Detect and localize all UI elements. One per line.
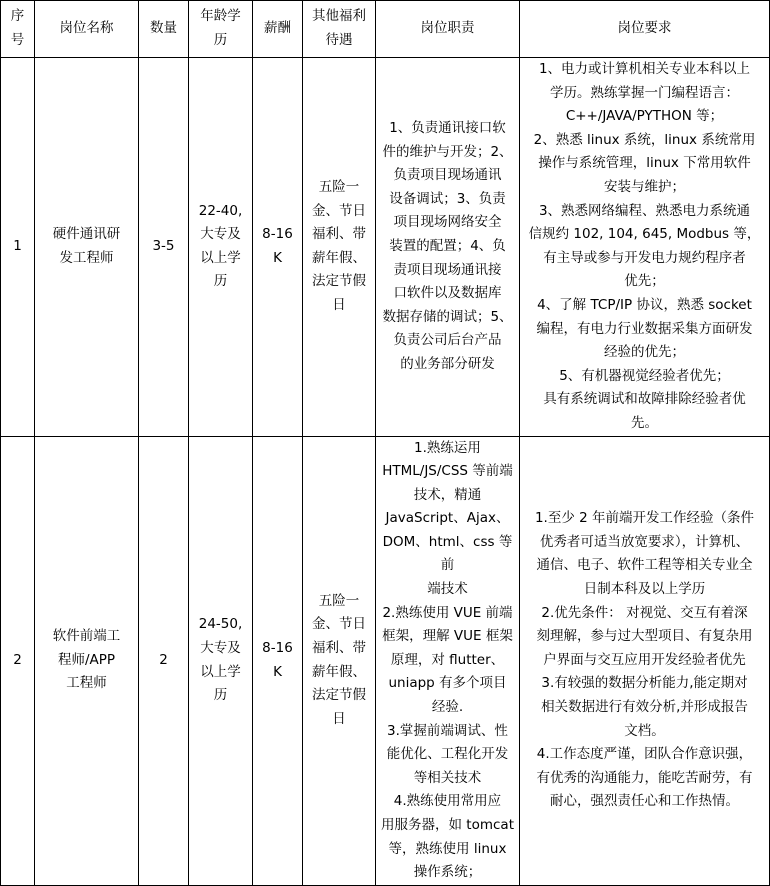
row-title: 软件前端工 程师/APP 工程师	[35, 436, 139, 885]
header-benefits: 其他福利 待遇	[303, 1, 376, 58]
row-reqs: 1.至少 2 年前端开发工作经验（条件 优秀者可适当放宽要求），计算机、 通信、电子、软件工程等相关专业全 日制本科及以上学历 2.优先条件： 对视觉、交互有着深 刻理解，参与过大型项目、有复杂用 户界面与交互应用开发经验者优先 3.有较强的数据分析能力,能定期对 相关数据进行有效分析,并形成报告 文档。 4.工作态度严谨，团队合作意识强， 有优秀的沟通能力，能吃苦耐劳，有 耐心，强烈责任心和工作热情。	[520, 436, 770, 885]
row-duties: 1.熟练运用 HTML/JS/CSS 等前端 技术，精通 JavaScript、Ajax、 DOM、html、css 等前 端技术 2.熟练使用 VUE 前端 框架，理解 VUE 框架 原理，对 flutter、 uniapp 有多个项目 经验. 3.掌握前端调试、性 能优化、工程化开发 等相关技术 4.熟练使用常用应 用服务器，如 tomcat 等，熟练使用 linux 操作系统；	[376, 436, 520, 885]
row-benefits: 五险一 金、节日 福利、带 薪年假、 法定节假 日	[303, 436, 376, 885]
row-age-edu: 22-40, 大专及 以上学 历	[189, 58, 253, 437]
header-title: 岗位名称	[35, 1, 139, 58]
header-salary: 薪酬	[253, 1, 303, 58]
table-row	[1, 58, 770, 437]
row-count: 3-5	[139, 58, 189, 437]
row-title: 硬件通讯研 发工程师	[35, 58, 139, 437]
table-row	[1, 436, 770, 885]
row-count: 2	[139, 436, 189, 885]
row-duties: 1、负责通讯接口软 件的维护与开发；2、 负责项目现场通讯 设备调试；3、负责 项目现场网络安全 装置的配置；4、负 责项目现场通讯接 口软件以及数据库 数据存储的调试；5、 负责公司后台产品 的业务部分研发	[376, 58, 520, 437]
header-count: 数量	[139, 1, 189, 58]
header-duties: 岗位职责	[376, 1, 520, 58]
row-reqs: 1、电力或计算机相关专业本科以上 学历。熟练掌握一门编程语言： C++/JAVA/PYTHON 等； 2、熟悉 linux 系统，linux 系统常用 操作与系统管理，linux 下常用软件 安装与维护； 3、熟悉网络编程、熟悉电力系统通 信规约 102, 104, 645, Modbus 等， 有主导或参与开发电力规约程序者 优先； 4、了解 TCP/IP 协议，熟悉 socket 编程，有电力行业数据采集方面研发 经验的优先； 5、有机器视觉经验者优先； 具有系统调试和故障排除经验者优 先。	[520, 58, 770, 437]
row-no: 1	[1, 58, 35, 437]
header-reqs: 岗位要求	[520, 1, 770, 58]
header-age-edu: 年龄学 历	[189, 1, 253, 58]
table-header-row	[1, 1, 770, 58]
row-benefits: 五险一 金、节日 福利、带 薪年假、 法定节假 日	[303, 58, 376, 437]
row-no: 2	[1, 436, 35, 885]
row-salary: 8-16 K	[253, 436, 303, 885]
row-age-edu: 24-50, 大专及 以上学 历	[189, 436, 253, 885]
header-no: 序 号	[1, 1, 35, 58]
row-salary: 8-16 K	[253, 58, 303, 437]
